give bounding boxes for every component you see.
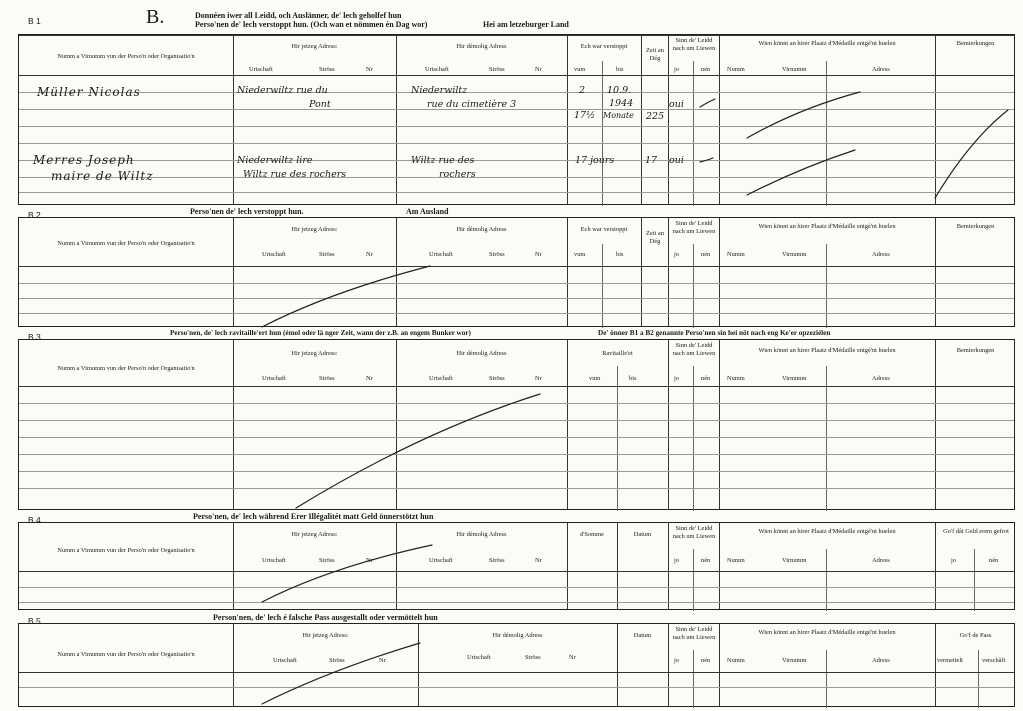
b5-verschaft: verschâft — [982, 657, 1006, 664]
b5-f-urt: Urtschaft — [467, 654, 491, 661]
entry2-alive: oui — [669, 155, 684, 166]
b1-to: bis — [616, 66, 624, 73]
b2-medal: Wien könnt an hirer Plaatz d'Médaille entgé'nt huelen — [758, 223, 896, 230]
b2-person-header: Numm a Vimumm vun der Perso'n oder Organisatio'n — [57, 240, 195, 247]
entry1-alive: oui — [669, 99, 684, 110]
b1-current-address-header: Hir jetzeg Adress: — [291, 43, 338, 50]
b3-code: B 3 — [28, 332, 41, 342]
b1-alive-header: Sinn de' Leidd nach um Liewen — [672, 37, 716, 52]
b3-from: vum — [589, 375, 601, 382]
b3-urt: Urtschaft — [262, 375, 286, 382]
b1-nr: Nr — [366, 66, 373, 73]
b1-vimumm: Virnumm — [782, 66, 807, 73]
b3-current: Hir jetzeg Adress: — [291, 350, 338, 357]
entry1-to-1: 10.9. — [607, 85, 632, 96]
entry1-from-1: 2 — [579, 85, 586, 96]
b1-remarks-header: Bemierkungen — [956, 40, 995, 47]
b5-code: B 5 — [28, 616, 41, 626]
b3-no: nén — [701, 375, 711, 382]
b3-str: Ströss — [319, 375, 335, 382]
b4-nr: Nr — [366, 557, 373, 564]
form-title — [195, 11, 427, 29]
b2-f-urt: Urtschaft — [429, 251, 453, 258]
b4-vimumm: Virnumm — [782, 557, 807, 564]
b2-heading: Perso'nen de' lech verstoppt hun. — [190, 207, 304, 216]
b4-table — [18, 522, 1015, 610]
b1-yes: jo — [674, 66, 679, 73]
b2-no: nén — [701, 251, 711, 258]
b1-time-header: Zeit an Dég — [646, 47, 664, 62]
entry1-current-2: Pont — [309, 99, 331, 110]
b2-vimumm: Virnumm — [782, 251, 807, 258]
b4-alive: Sinn de' Leidd nach um Liewen — [672, 525, 716, 540]
b4-person: Numm a Vimumm vun der Perso'n oder Organisatio'n — [57, 547, 195, 554]
b1-name: Numm — [727, 66, 745, 73]
b3-alive: Sinn de' Leidd nach um Liewen — [672, 342, 716, 357]
b2-alive: Sinn de' Leidd nach um Liewen — [672, 220, 716, 235]
b4-address: Adress — [872, 557, 890, 564]
b5-yes: jo — [674, 657, 679, 664]
entry1-former-2: rue du cimetière 3 — [427, 99, 517, 110]
b3-yes: jo — [674, 375, 679, 382]
b5-alive: Sinn de' Leidd nach um Liewen — [672, 626, 716, 641]
b4-code: B 4 — [28, 515, 41, 525]
b4-f-nr: Nr — [535, 557, 542, 564]
b3-vimumm: Virnumm — [782, 375, 807, 382]
b3-remarks: Bemierkungen — [956, 347, 995, 354]
b3-person: Numm a Vimumm vun der Perso'n oder Organisatio'n — [57, 365, 195, 372]
b5-f-str: Ströss — [525, 654, 541, 661]
b4-gof-no: nén — [989, 557, 999, 564]
b3-f-str: Ströss — [489, 375, 505, 382]
b5-urt: Urtschaft — [273, 657, 297, 664]
form-letter: B. — [146, 6, 165, 28]
entry1-to-3: Monate — [603, 111, 634, 120]
b2-name: Numm — [727, 251, 745, 258]
b4-former: Hir démolig Adress — [456, 531, 507, 538]
entry2-days: 17 — [645, 155, 658, 166]
b5-person: Numm a Vimumm vun der Perso'n oder Organisatio'n — [57, 651, 195, 658]
entry2-former-1: Wiltz rue des — [411, 155, 475, 166]
b5-f-nr: Nr — [569, 654, 576, 661]
b1-medal-header: Wien könnt an hirer Plaatz d'Médaille entgé'nt huelen — [758, 40, 896, 47]
b4-medal: Wien könnt an hirer Plaatz d'Médaille entgé'nt huelen — [758, 528, 896, 535]
b5-nr: Nr — [379, 657, 386, 664]
b3-address: Adress — [872, 375, 890, 382]
entry2-current-2: Wiltz rue des rochers — [243, 169, 347, 180]
b1-address: Adress — [872, 66, 890, 73]
b1-former-address-header: Hir démolig Adress — [456, 43, 507, 50]
b3-table — [18, 339, 1015, 510]
b2-hid: Ech war verstoppt — [580, 226, 628, 233]
b5-vermettelt: vermettelt — [937, 657, 963, 664]
b5-name: Numm — [727, 657, 745, 664]
b2-former: Hir démolig Adress — [456, 226, 507, 233]
b3-heading: Perso'nen, de' lech ravitaille'ert hun (émol oder lä nger Zeit, wann der z.B. an engem Bunker wor) — [170, 329, 471, 337]
entry1-name: Müller Nicolas — [37, 85, 141, 99]
b1-urtschaft: Urtschaft — [249, 66, 273, 73]
b2-yes: jo — [674, 251, 679, 258]
b3-to: bis — [629, 375, 637, 382]
b5-no: nén — [701, 657, 711, 664]
b5-former: Hir démolig Adress — [492, 632, 543, 639]
b2-str: Ströss — [319, 251, 335, 258]
b1-f-stross: Ströss — [489, 66, 505, 73]
b4-name: Numm — [727, 557, 745, 564]
entry1-days: 225 — [646, 111, 665, 122]
b5-address: Adress — [872, 657, 890, 664]
b1-no: nén — [701, 66, 711, 73]
b1-f-urtschaft: Urtschaft — [425, 66, 449, 73]
b1-hid-header: Ech war verstoppt — [580, 43, 628, 50]
b2-to: bis — [616, 251, 624, 258]
b2-code: B 2 — [28, 210, 41, 220]
b2-heading-right: Am Ausland — [406, 207, 449, 216]
b5-table — [18, 623, 1015, 707]
b1-from: vum — [574, 66, 586, 73]
b4-somme: d'Somme — [580, 531, 604, 538]
b2-f-nr: Nr — [535, 251, 542, 258]
b3-ravit: Ravitaille'et — [602, 350, 633, 357]
b4-heading: Perso'nen, de' lech während Erer Illégalitét matt Geld önnerstötzt hun — [193, 512, 434, 521]
b3-name: Numm — [727, 375, 745, 382]
b2-nr: Nr — [366, 251, 373, 258]
b3-f-urt: Urtschaft — [429, 375, 453, 382]
b2-time: Zeit an Dég — [646, 230, 664, 245]
b5-str: Ströss — [329, 657, 345, 664]
entry1-from-2: 17½ — [574, 110, 596, 121]
b4-str: Ströss — [319, 557, 335, 564]
b1-table — [18, 34, 1015, 205]
b2-from: vum — [574, 251, 586, 258]
b4-gof: Go'f dât Geld erem gefrot — [943, 528, 1009, 535]
b4-yes: jo — [674, 557, 679, 564]
b4-no: nén — [701, 557, 711, 564]
b4-current: Hir jetzeg Adress: — [291, 531, 338, 538]
entry2-former-2: rochers — [439, 169, 476, 180]
b5-vimumm: Virnumm — [782, 657, 807, 664]
b4-urt: Urtschaft — [262, 557, 286, 564]
b2-table — [18, 217, 1015, 327]
b4-f-urt: Urtschaft — [429, 557, 453, 564]
b3-f-nr: Nr — [535, 375, 542, 382]
b1-person-header: Numm a Vimumm vun der Perso'n oder Organisatio'n — [57, 53, 195, 60]
b2-f-str: Ströss — [489, 251, 505, 258]
title-line-2: Perso'nen de' lech verstoppt hun. (Och wan et nömmen én Dag wor) — [195, 20, 428, 29]
b2-current: Hir jetzeg Adress: — [291, 226, 338, 233]
entry2-current-1: Niederwiltz lire — [237, 155, 313, 166]
b3-former: Hir démolig Adress — [456, 350, 507, 357]
b4-datum: Datum — [633, 531, 652, 538]
b2-urt: Urtschaft — [262, 251, 286, 258]
b2-remarks: Bemierkungen — [956, 223, 995, 230]
b5-heading: Person'nen, de' lech é falsche Pass ausgestallt oder vermöttelt hun — [213, 613, 438, 622]
entry1-former-1: Niederwiltz — [411, 85, 468, 96]
section-code-b1: B 1 — [28, 16, 41, 26]
b3-heading-right: De' önner B1 a B2 genannte Perso'nen sin hei nöt nach eng Ke'er opzeziélen — [598, 329, 831, 337]
b5-current: Hir jetzeg Adress: — [302, 632, 349, 639]
b4-gof-yes: jo — [951, 557, 956, 564]
b5-gof: Go'f de Pass — [959, 632, 992, 639]
b3-medal: Wien könnt an hirer Plaatz d'Médaille entgé'nt huelen — [758, 347, 896, 354]
title-line-1: Donnéen iwer all Leidd, och Auslänner, de' lech geholfef hun — [195, 11, 402, 20]
b3-nr: Nr — [366, 375, 373, 382]
b2-address: Adress — [872, 251, 890, 258]
entry2-name: Merres Joseph — [33, 153, 135, 167]
b4-f-str: Ströss — [489, 557, 505, 564]
title-right: Hei am letzeburger Land — [483, 20, 569, 29]
b5-datum: Datum — [633, 632, 652, 639]
b5-medal: Wien könnt an hirer Plaatz d'Médaille entgé'nt huelen — [758, 629, 896, 636]
entry1-to-2: 1944 — [609, 98, 634, 109]
entry1-current-1: Niederwiltz rue du — [237, 85, 328, 96]
b1-stross: Ströss — [319, 66, 335, 73]
b1-f-nr: Nr — [535, 66, 542, 73]
entry2-from: 17 jours — [575, 155, 615, 166]
entry2-name-2: maire de Wiltz — [51, 169, 154, 183]
